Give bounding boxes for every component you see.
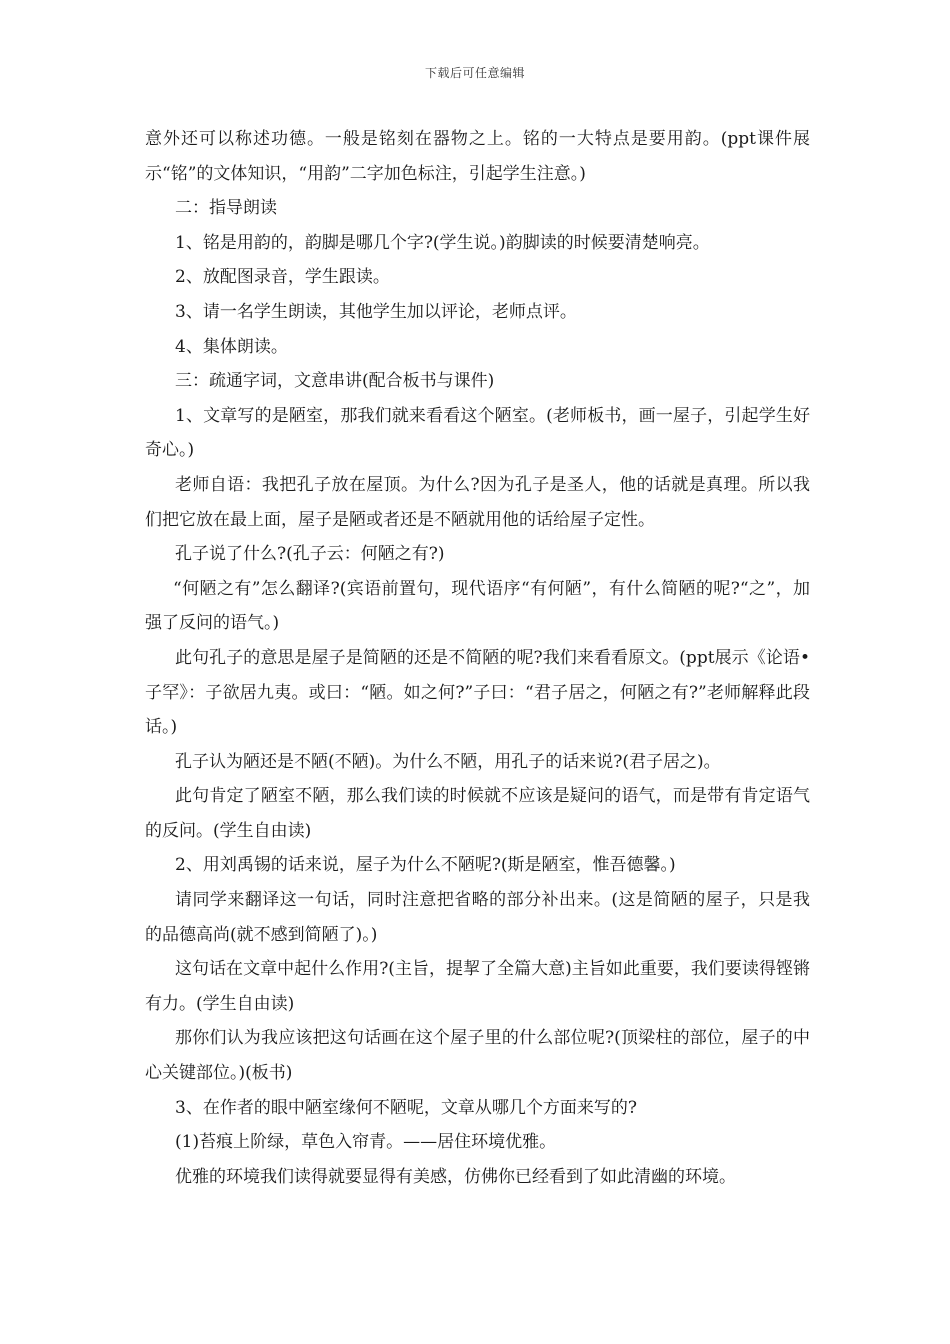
paragraph: 那你们认为我应该把这句话画在这个屋子里的什么部位呢?(顶梁柱的部位，屋子的中心关键部位。)(板书) [145, 1028, 810, 1084]
section-heading-explanation: 三：疏通字词，文意串讲(配合板书与课件) [175, 371, 495, 392]
paragraph: 老师自语：我把孔子放在屋顶。为什么?因为孔子是圣人，他的话就是真理。所以我们把它放在最上面，屋子是陋或者还是不陋就用他的话给屋子定性。 [145, 474, 810, 530]
paragraph: 此句肯定了陋室不陋，那么我们读的时候就不应该是疑问的语气，而是带有肯定语气的反问。(学生自由读) [145, 786, 810, 841]
document-body [145, 122, 810, 1194]
paragraph: 1、铭是用韵的，韵脚是哪几个字?(学生说。)韵脚读的时候要清楚响亮。 [175, 232, 710, 253]
paragraph: 这句话在文章中起什么作用?(主旨，提挈了全篇大意)主旨如此重要，我们要读得铿锵有力。(学生自由读) [145, 959, 810, 1014]
paragraph: 孔子说了什么?(孔子云：何陋之有?) [175, 544, 445, 565]
paragraph: 1、文章写的是陋室，那我们就来看看这个陋室。(老师板书，画一屋子，引起学生好奇心。) [145, 405, 810, 461]
paragraph: 3、在作者的眼中陋室缘何不陋呢，文章从哪几个方面来写的? [175, 1097, 637, 1118]
paragraph: 2、用刘禹锡的话来说，屋子为什么不陋呢?(斯是陋室，惟吾德馨。) [175, 855, 676, 876]
paragraph: 孔子认为陋还是不陋(不陋)。为什么不陋，用孔子的话来说?(君子居之)。 [175, 751, 721, 772]
section-heading-reading: 二：指导朗读 [175, 198, 277, 219]
paragraph: 意外还可以称述功德。一般是铭刻在器物之上。铭的一大特点是要用韵。(ppt课件展示“铭”的文体知识，“用韵”二字加色标注，引起学生注意。) [145, 129, 810, 184]
page-header: 下载后可任意编辑 [424, 66, 525, 80]
paragraph: “何陋之有”怎么翻译?(宾语前置句，现代语序“有何陋”，有什么简陋的呢?“之”，加强了反问的语气。) [145, 578, 810, 634]
paragraph: 此句孔子的意思是屋子是简陋的还是不简陋的呢?我们来看看原文。(ppt展示《论语•子罕》：子欲居九夷。或曰：“陋。如之何?”子曰：“君子居之，何陋之有?”老师解释此段话。) [145, 647, 810, 738]
paragraph: 优雅的环境我们读得就要显得有美感，仿佛你已经看到了如此清幽的环境。 [175, 1166, 736, 1187]
paragraph: 4、集体朗读。 [175, 336, 288, 357]
paragraph: (1)苔痕上阶绿，草色入帘青。——居住环境优雅。 [175, 1132, 557, 1153]
paragraph: 请同学来翻译这一句话，同时注意把省略的部分补出来。(这是简陋的屋子，只是我的品德高尚(就不感到简陋了)。) [145, 890, 810, 945]
paragraph: 3、请一名学生朗读，其他学生加以评论，老师点评。 [175, 301, 577, 322]
paragraph: 2、放配图录音，学生跟读。 [175, 267, 390, 288]
